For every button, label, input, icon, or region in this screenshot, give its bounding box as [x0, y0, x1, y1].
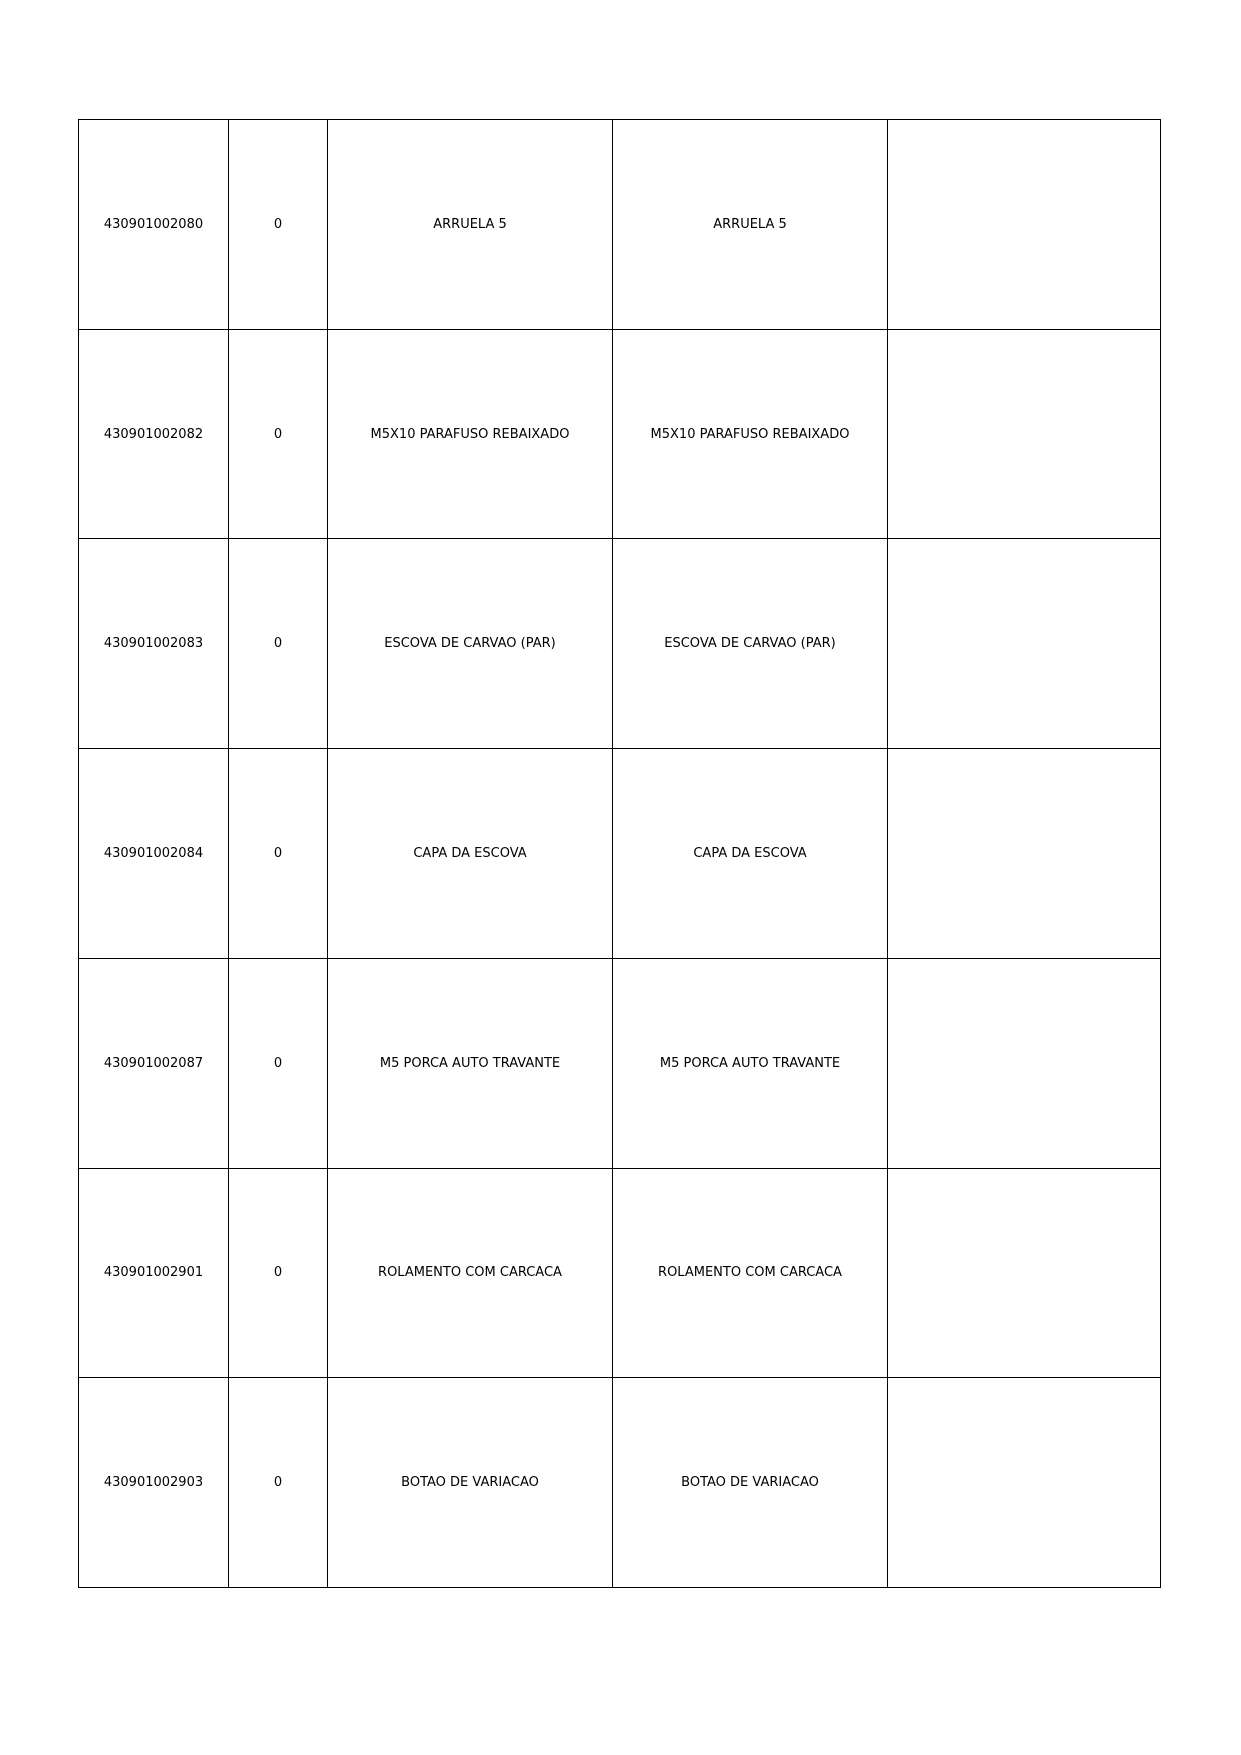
quantity-cell: 0 — [229, 1168, 328, 1378]
quantity-cell: 0 — [229, 120, 328, 330]
table-row — [79, 958, 1161, 1168]
notes-cell — [888, 958, 1161, 1168]
notes-cell — [888, 539, 1161, 749]
description-cell: ROLAMENTO COM CARCACA — [328, 1168, 613, 1378]
description-alt-cell: ESCOVA DE CARVAO (PAR) — [613, 539, 888, 749]
notes-cell — [888, 329, 1161, 539]
table-row — [79, 1378, 1161, 1588]
part-code-cell: 430901002087 — [79, 958, 229, 1168]
description-cell: CAPA DA ESCOVA — [328, 749, 613, 959]
part-code-cell: 430901002903 — [79, 1378, 229, 1588]
table-row — [79, 749, 1161, 959]
quantity-cell: 0 — [229, 329, 328, 539]
quantity-cell: 0 — [229, 749, 328, 959]
description-cell: ARRUELA 5 — [328, 120, 613, 330]
description-alt-cell: CAPA DA ESCOVA — [613, 749, 888, 959]
part-code-cell: 430901002080 — [79, 120, 229, 330]
table-row — [79, 539, 1161, 749]
description-alt-cell: M5X10 PARAFUSO REBAIXADO — [613, 329, 888, 539]
table-row — [79, 1168, 1161, 1378]
part-code-cell: 430901002083 — [79, 539, 229, 749]
description-alt-cell: M5 PORCA AUTO TRAVANTE — [613, 958, 888, 1168]
notes-cell — [888, 1378, 1161, 1588]
table-row — [79, 329, 1161, 539]
description-cell: M5 PORCA AUTO TRAVANTE — [328, 958, 613, 1168]
description-cell: BOTAO DE VARIACAO — [328, 1378, 613, 1588]
description-cell: ESCOVA DE CARVAO (PAR) — [328, 539, 613, 749]
table-row — [79, 120, 1161, 330]
quantity-cell: 0 — [229, 1378, 328, 1588]
description-alt-cell: ROLAMENTO COM CARCACA — [613, 1168, 888, 1378]
description-alt-cell: BOTAO DE VARIACAO — [613, 1378, 888, 1588]
part-code-cell: 430901002082 — [79, 329, 229, 539]
description-alt-cell: ARRUELA 5 — [613, 120, 888, 330]
quantity-cell: 0 — [229, 958, 328, 1168]
notes-cell — [888, 749, 1161, 959]
notes-cell — [888, 120, 1161, 330]
description-cell: M5X10 PARAFUSO REBAIXADO — [328, 329, 613, 539]
quantity-cell: 0 — [229, 539, 328, 749]
part-code-cell: 430901002901 — [79, 1168, 229, 1378]
part-code-cell: 430901002084 — [79, 749, 229, 959]
notes-cell — [888, 1168, 1161, 1378]
parts-table — [78, 119, 1161, 1588]
